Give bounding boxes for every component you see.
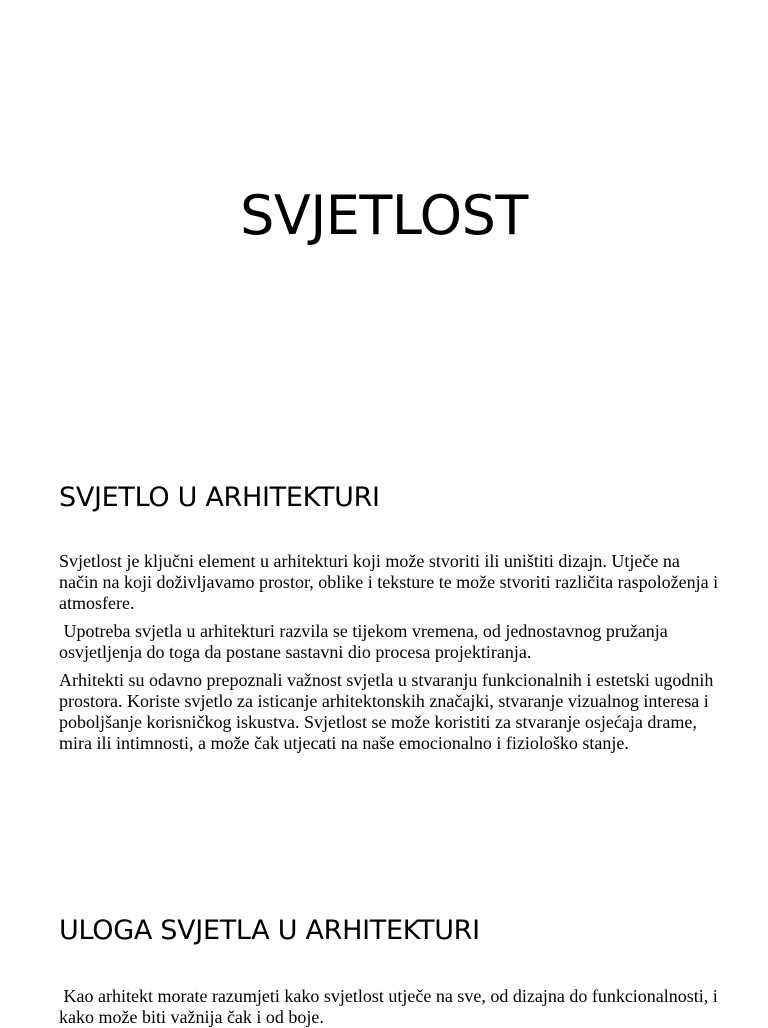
section-heading-uloga-svjetla: ULOGA SVJETLA U ARHITEKTURI (59, 915, 480, 946)
page-title: SVJETLOST (240, 184, 528, 247)
paragraph: Upotreba svjetla u arhitekturi razvila se tijekom vremena, od jednostavnog pružanja osvjetljenja do toga da postane sastavni dio procesa projektiranja. (59, 621, 673, 662)
paragraph: Svjetlost je ključni element u arhitekturi koji može stvoriti ili uništiti dizajn. Utječe na način na koji doživljavamo prostor, oblike i teksture te može stvoriti različita raspoloženja i atmosfere. (59, 551, 719, 613)
paragraph: Arhitekti su odavno prepoznali važnost svjetla u stvaranju funkcionalnih i estetski ugodnih prostora. Koriste svjetlo za isticanje arhitektonskih značajki, stvaranje vizualnog interesa i poboljšanje korisničkog iskustva. Svjetlost se može koristiti za stvaranje osjećaja drame, mira ili intimnosti, a može čak utjecati na naše emocionalno i fiziološko stanje. (59, 670, 714, 753)
section-heading-svjetlo-u-arhitekturi: SVJETLO U ARHITEKTURI (59, 482, 380, 513)
paragraph: Kao arhitekt morate razumjeti kako svjetlost utječe na sve, od dizajna do funkcionalnosti, i kako može biti važnija čak i od boje. (59, 986, 723, 1027)
